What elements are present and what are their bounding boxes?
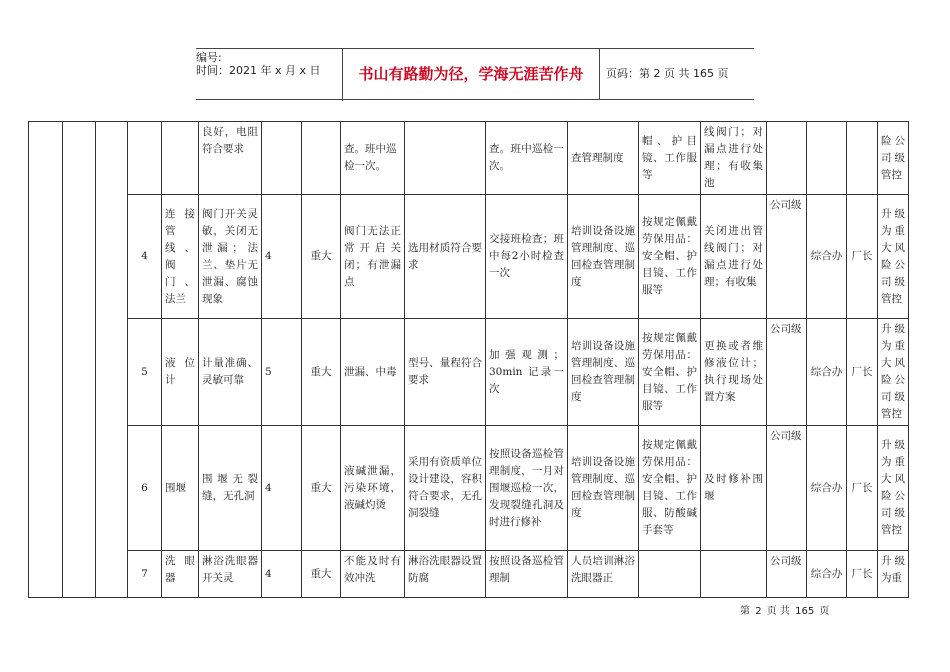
risk-cell <box>302 122 341 195</box>
emergency-cell: 关闭进出管线阀门；对漏点进行处理；有收集 <box>701 195 767 319</box>
department-cell: 综合办 <box>807 426 847 551</box>
consequence-cell: 查。班中巡检一次。 <box>341 122 405 195</box>
ppe-cell <box>639 551 701 598</box>
risk-cell: 重大 <box>302 319 341 426</box>
remark-cell: 升级为重 <box>878 551 909 598</box>
item-cell: 连接管线、阀门、法兰 <box>162 195 199 319</box>
remark-cell: 升级为重大风险公司级管控 <box>878 426 909 551</box>
person-cell: 厂长 <box>847 551 878 598</box>
person-cell <box>847 122 878 195</box>
risk-cell: 重大 <box>302 551 341 598</box>
table-row <box>29 551 909 598</box>
management-cell: 按照设备巡检管理制度，一月对围堰巡检一次，发现裂缝孔洞及时进行修补 <box>486 426 568 551</box>
page-header <box>196 48 754 100</box>
engineering-cell: 采用有资质单位设计建设，容积符合要求，无孔洞裂缝 <box>405 426 486 551</box>
item-cell: 围堰 <box>162 426 199 551</box>
item-cell: 洗眼器 <box>162 551 199 598</box>
management-cell: 按照设备巡检管理制 <box>486 551 568 598</box>
emergency-cell: 更换或者维修液位计；执行现场处置方案 <box>701 319 767 426</box>
control-level-cell: 公司级 <box>767 319 807 426</box>
blank-cell <box>162 122 199 195</box>
table-row <box>29 319 909 426</box>
level-cell: 4 <box>262 426 302 551</box>
ppe-cell: 按规定佩戴劳保用品：安全帽、护目镜、工作服等 <box>639 195 701 319</box>
engineering-cell: 选用材质符合要求 <box>405 195 486 319</box>
ppe-cell: 帽、护目镜、工作服等 <box>639 122 701 195</box>
row-number: 5 <box>128 319 162 426</box>
person-cell: 厂长 <box>847 319 878 426</box>
footer-page-number: 2 <box>755 606 762 617</box>
footer-prefix: 第 <box>740 606 750 617</box>
header-meta <box>196 49 343 101</box>
engineering-cell: 型号、量程符合要求 <box>405 319 486 426</box>
person-cell: 厂长 <box>847 426 878 551</box>
footer-mid: 页 共 <box>766 606 790 617</box>
page-footer <box>740 602 831 617</box>
ppe-cell: 按规定佩戴劳保用品：安全帽、护目镜、工作服等 <box>639 319 701 426</box>
standard-cell: 围堰无裂缝，无孔洞 <box>199 426 262 551</box>
department-cell: 综合办 <box>807 195 847 319</box>
header-motto: 书山有路勤为径，学海无涯苦作舟 <box>343 49 600 99</box>
management-cell: 查。班中巡检一次。 <box>486 122 568 195</box>
standard-cell: 计量准确、灵敏可靠 <box>199 319 262 426</box>
control-level-cell: 公司级 <box>767 426 807 551</box>
person-cell: 厂长 <box>847 195 878 319</box>
training-cell: 人员培训淋浴洗眼器正 <box>568 551 639 598</box>
engineering-cell <box>405 122 486 195</box>
control-level-cell: 公司级 <box>767 195 807 319</box>
risk-cell: 重大 <box>302 195 341 319</box>
remark-cell: 升级为重大风险公司级管控 <box>878 319 909 426</box>
table-row <box>29 195 909 319</box>
consequence-cell: 不能及时有效冲洗 <box>341 551 405 598</box>
level-cell: 5 <box>262 319 302 426</box>
emergency-cell: 线阀门；对漏点进行处理；有收集池 <box>701 122 767 195</box>
remark-cell: 险公司级管控 <box>878 122 909 195</box>
remark-cell: 升级为重大风险公司级管控 <box>878 195 909 319</box>
control-level-cell: 公司级 <box>767 551 807 598</box>
consequence-cell: 液碱泄漏，污染环境，液碱灼烫 <box>341 426 405 551</box>
training-cell: 培训设备设施管理制度、巡回检查管理制度 <box>568 319 639 426</box>
control-level-cell <box>767 122 807 195</box>
engineering-cell: 淋浴洗眼器设置防腐 <box>405 551 486 598</box>
row-number: 7 <box>128 551 162 598</box>
standard-cell: 阀门开关灵敏，关闭无泄漏；法兰、垫片无泄漏、腐蚀现象 <box>199 195 262 319</box>
table-row-continued <box>29 122 909 195</box>
management-cell: 交接班检查；班中每2小时检查一次 <box>486 195 568 319</box>
ppe-cell: 按规定佩戴劳保用品：安全帽、护目镜、工作服、防酸碱手套等 <box>639 426 701 551</box>
department-cell <box>807 122 847 195</box>
department-cell: 综合办 <box>807 551 847 598</box>
standard-cell: 淋浴洗眼器开关灵 <box>199 551 262 598</box>
header-page-label: 页码：第 2 页 共 165 页 <box>606 67 729 80</box>
level-cell: 4 <box>262 195 302 319</box>
standard-cell: 良好，电阻符合要求 <box>199 122 262 195</box>
consequence-cell: 阀门无法正常开启关闭；有泄漏点 <box>341 195 405 319</box>
training-cell: 查管理制度 <box>568 122 639 195</box>
level-cell: 4 <box>262 551 302 598</box>
footer-suffix: 页 <box>819 606 830 617</box>
blank-cell <box>96 122 128 598</box>
item-cell: 液位计 <box>162 319 199 426</box>
risk-cell: 重大 <box>302 426 341 551</box>
blank-cell <box>29 122 63 598</box>
department-cell: 综合办 <box>807 319 847 426</box>
row-number: 6 <box>128 426 162 551</box>
consequence-cell: 泄漏、中毒 <box>341 319 405 426</box>
table-row <box>29 426 909 551</box>
training-cell: 培训设备设施管理制度、巡回检查管理制度 <box>568 426 639 551</box>
time-label: 时间：2021 年 x 月 x 日 <box>196 64 321 77</box>
row-number: 4 <box>128 195 162 319</box>
emergency-cell: 及时修补围堰 <box>701 426 767 551</box>
risk-table <box>28 121 909 598</box>
training-cell: 培训设备设施管理制度、巡回检查管理制度 <box>568 195 639 319</box>
level-cell <box>262 122 302 195</box>
footer-total: 165 <box>795 606 815 617</box>
management-cell: 加强观测；30min 记录一次 <box>486 319 568 426</box>
blank-cell <box>128 122 162 195</box>
emergency-cell <box>701 551 767 598</box>
blank-cell <box>63 122 96 598</box>
code-label: 编号: <box>196 51 222 64</box>
